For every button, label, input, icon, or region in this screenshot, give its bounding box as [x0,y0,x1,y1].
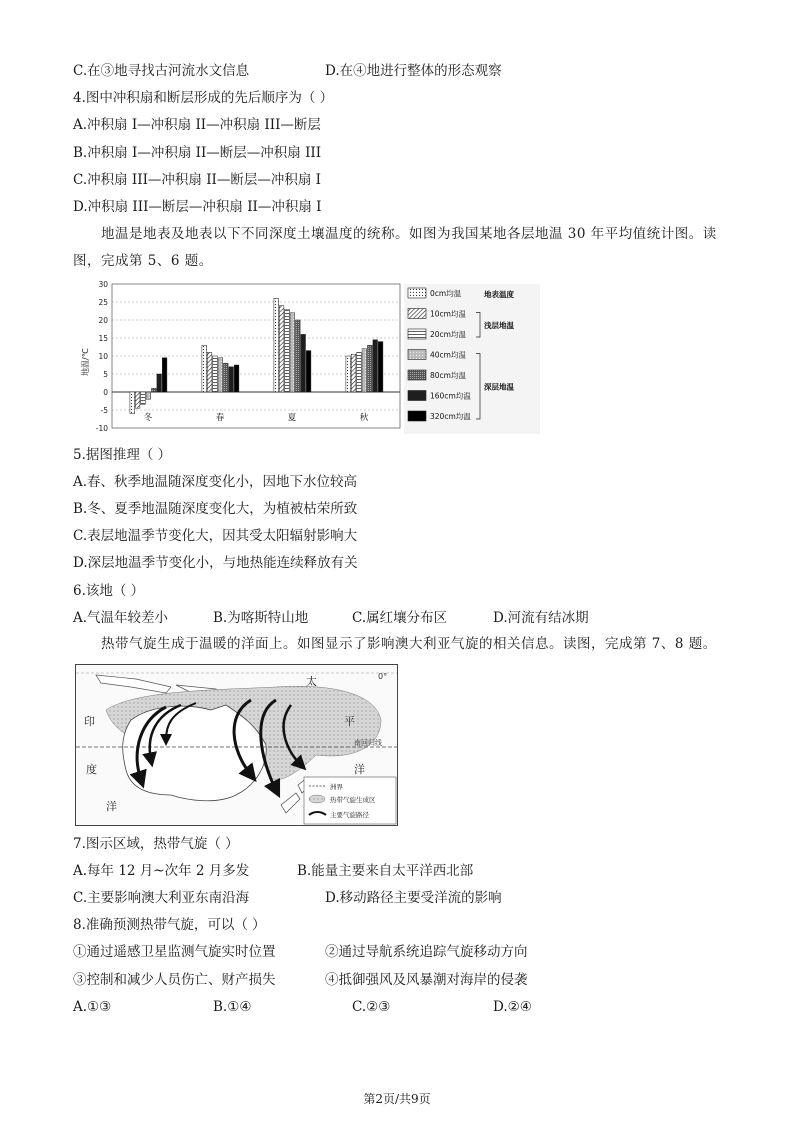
q6-option-a: A.气温年较差小 [73,610,169,626]
bar [135,392,140,408]
bar [141,392,146,405]
bar [362,349,367,392]
ground-temperature-chart [82,276,542,436]
legend-series-label: 320cm均温 [430,412,471,421]
q6-option-d: D.河流有结冰期 [493,610,589,626]
q8-option-d: D.②④ [493,999,532,1015]
q8-statement-2: ②通过导航系统追踪气旋移动方向 [325,944,528,960]
q4-option-a: A.冲积扇 I—冲积扇 II—冲积扇 III—断层 [73,117,321,133]
category-label: 冬 [143,413,153,423]
bar [279,306,284,392]
q8-option-a: A.①③ [73,999,112,1015]
y-tick-label: -5 [100,406,108,415]
legend-series-label: 0cm均温 [430,289,462,298]
category-label: 夏 [287,413,297,423]
indonesia-islands [96,675,171,693]
q5-option-a: A.春、秋季地温随深度变化小，因地下水位较高 [73,474,358,490]
legend-series-label: 160cm均温 [430,391,471,401]
legend-group-label: 浅层地温 [484,320,514,330]
legend-swatch [408,411,426,421]
y-axis-label: 地温/℃ [81,348,90,376]
y-tick-label: 20 [98,316,108,325]
bar [202,345,207,392]
legend-boundary-label: 洲界 [330,783,343,791]
q7-option-a: A.每年 12 月~次年 2 月多发 [73,863,250,879]
intro-q5-q6: 地温是地表及地表以下不同深度土壤温度的统称。如图为我国某地各层地温 30 年平均值统计图。读图，完成第 5、6 题。 [73,226,717,269]
q8-stem: 8.准确预测热带气旋，可以（ ） [73,917,266,933]
map-label-yang1: 洋 [106,800,117,813]
category-label: 秋 [359,413,369,423]
q5-option-d: D.深层地温季节变化小，与地热能连续释放有关 [73,555,358,571]
page-number: 第2页/共9页 [363,1092,431,1106]
q7-option-b: B.能量主要来自太平洋西北部 [297,863,474,879]
bar [229,367,234,392]
bar [285,309,290,392]
bar [207,352,212,392]
legend-group-label: 地表温度 [484,290,514,299]
q7-option-d: D.移动路径主要受洋流的影响 [325,890,502,906]
intro-q7-q8: 热带气旋生成于温暖的洋面上。如图显示了影响澳大利亚气旋的相关信息。读图，完成第 7、8 题。 [101,636,717,652]
y-tick-label: 10 [98,352,108,361]
map-label-ping: 平 [344,715,355,728]
map-label-du: 度 [86,763,97,776]
bar [213,356,218,392]
cyclone-map [75,664,398,826]
q5-option-b: B.冬、夏季地温随深度变化大，为植被枯荣所致 [73,501,358,517]
legend-swatch [408,391,426,401]
legend-swatch [408,350,426,360]
q8-option-c: C.②③ [352,999,391,1015]
bar [274,298,279,392]
legend-series-label: 80cm均温 [430,371,466,380]
bar [218,358,223,392]
australia-continent [123,705,267,801]
bar [290,313,295,392]
bar [296,320,301,392]
q7-stem: 7.图示区域，热带气旋（ ） [73,836,239,852]
legend-swatch [408,288,426,298]
bar [301,334,306,392]
bar [378,342,383,392]
legend-swatch [408,370,426,380]
equator-label: 0° [378,672,388,681]
bar [130,392,135,414]
y-tick-label: 15 [98,334,108,343]
legend-series-label: 10cm均温 [430,309,466,319]
bar [224,363,229,392]
legend-series-label: 20cm均温 [430,330,466,339]
bar [357,352,362,392]
q4-stem: 4.图中冲积扇和断层形成的先后顺序为（ ） [73,90,334,106]
q4-option-d: D.冲积扇 III—断层—冲积扇 II—冲积扇 I [73,199,322,215]
bar [234,365,239,392]
legend-zone-label: 热带气旋生成区 [330,796,376,804]
q7-option-c: C.主要影响澳大利亚东南沿海 [73,890,250,906]
q5-stem: 5.据图推理（ ） [73,447,172,463]
q8-statement-4: ④抵御强风及风暴潮对海岸的侵袭 [325,972,528,988]
bar [351,354,356,392]
new-zealand-south [281,793,300,813]
q6-option-b: B.为喀斯特山地 [213,610,309,626]
legend-group-label: 深层地温 [484,382,514,392]
bar [373,340,378,392]
legend-series-label: 40cm均温 [430,350,466,360]
map-label-yin: 印 [84,715,95,728]
q6-option-c: C.属红壤分布区 [352,610,448,626]
q4-option-b: B.冲积扇 I—冲积扇 II—断层—冲积扇 III [73,145,322,161]
tropic-label: 南回归线 [354,739,382,747]
legend-path-label: 主要气旋路径 [330,811,369,819]
y-tick-label: 25 [98,298,108,307]
map-label-yang2: 洋 [354,763,365,776]
q4-option-c: C.冲积扇 III—冲积扇 II—断层—冲积扇 I [73,172,322,188]
y-tick-label: 0 [103,388,108,397]
bar [368,345,373,392]
q8-option-b: B.①④ [213,999,252,1015]
q5-option-c: C.表层地温季节变化大，因其受太阳辐射影响大 [73,528,358,544]
y-tick-label: -10 [95,424,108,433]
q6-stem: 6.该地（ ） [73,583,145,599]
legend-zone-symbol [309,795,325,803]
y-tick-label: 5 [103,370,108,379]
y-tick-label: 30 [98,280,108,289]
q8-statement-1: ①通过遥感卫星监测气旋实时位置 [73,944,276,960]
category-label: 春 [215,413,225,423]
bar [146,392,151,399]
legend-swatch [408,329,426,339]
bar [152,388,157,392]
bar [162,358,167,392]
q3-option-d: D.在④地进行整体的形态观察 [325,63,502,79]
bar [306,351,311,392]
q8-statement-3: ③控制和减少人员伤亡、财产损失 [73,972,276,988]
bar [346,356,351,392]
legend-swatch [408,309,426,319]
q3-option-c: C.在③地寻找古河流水文信息 [73,63,250,79]
bar [157,374,162,392]
map-label-tai: 太 [306,675,317,688]
